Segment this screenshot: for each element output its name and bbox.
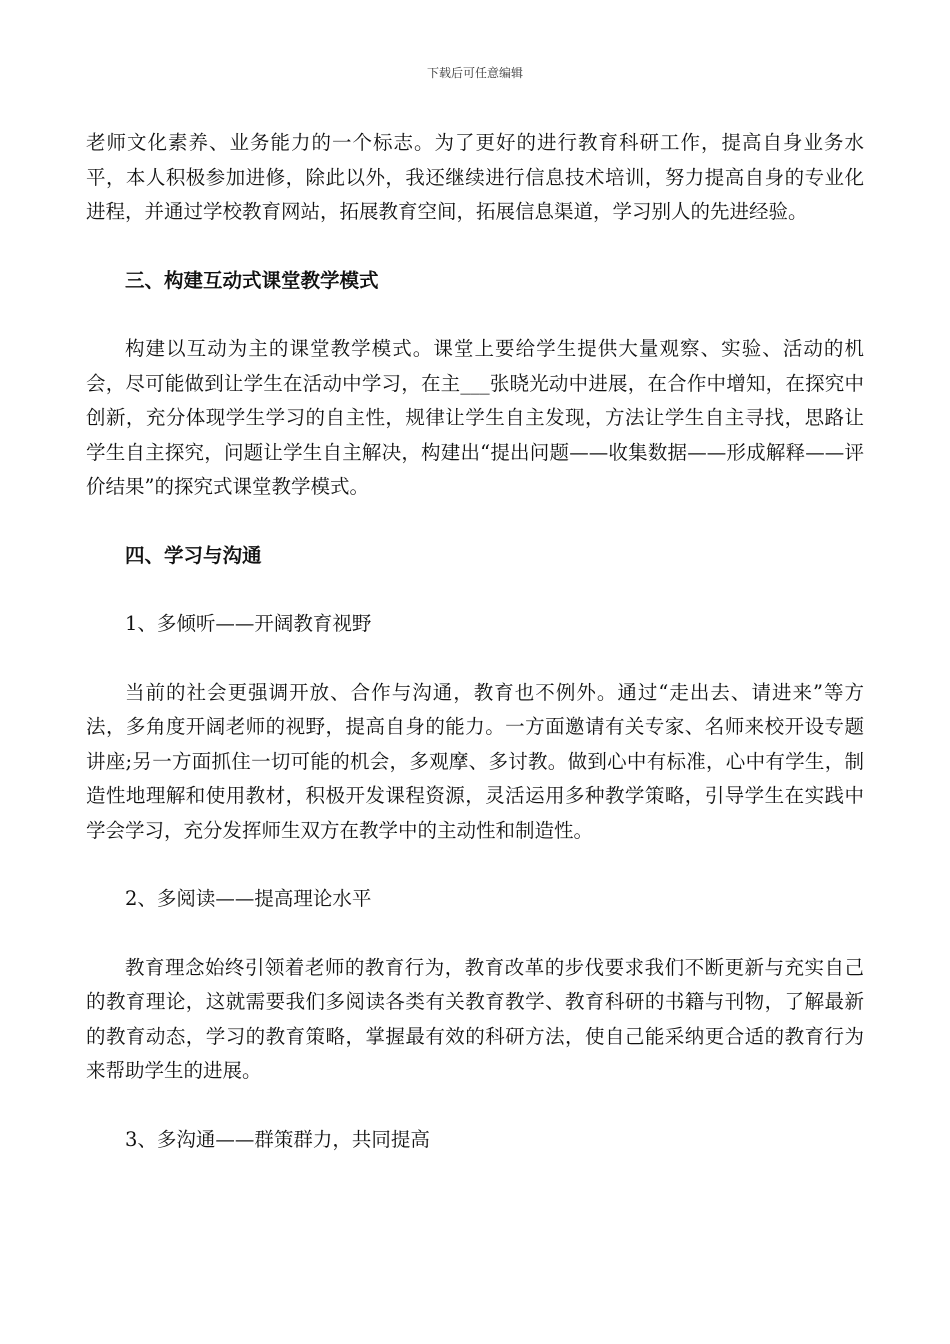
document-body [86, 126, 864, 1191]
page-header: 下载后可任意编辑 [426, 66, 523, 80]
paragraph: 当前的社会更强调开放、合作与沟通，教育也不例外。通过“走出去、请进来”等方法，多角度开阔老师的视野，提高自身的能力。一方面邀请有关专家、名师来校开设专题讲座;另一方面抓住一切可能的机会，多观摩、多讨教。做到心中有标准，心中有学生，制造性地理解和使用教材，积极开发课程资源，灵活运用多种教学策略，引导学生在实践中学会学习，充分发挥师生双方在教学中的主动性和制造性。 [86, 680, 864, 842]
subheading-3: 3、多沟通——群策群力，共同提高 [125, 1127, 430, 1151]
section-heading-3: 三、构建互动式课堂教学模式 [125, 268, 379, 292]
paragraph: 构建以互动为主的课堂教学模式。课堂上要给学生提供大量观察、实验、活动的机会，尽可能做到让学生在活动中学习，在主___张晓光动中进展，在合作中增知，在探究中创新，充分体现学生学习的自主性，规律让学生自主发现，方法让学生自主寻找，思路让学生自主探究，问题让学生自主解决，构建出“提出问题——收集数据——形成解释——评价结果”的探究式课堂教学模式。 [86, 337, 864, 498]
paragraph: 教育理念始终引领着老师的教育行为，教育改革的步伐要求我们不断更新与充实自己的教育理论，这就需要我们多阅读各类有关教育教学、教育科研的书籍与刊物，了解最新的教育动态，学习的教育策略，掌握最有效的科研方法，使自己能采纳更合适的教育行为来帮助学生的进展。 [86, 955, 864, 1082]
subheading-2: 2、多阅读——提高理论水平 [125, 887, 372, 910]
section-heading-4: 四、学习与沟通 [125, 543, 262, 567]
subheading-1: 1、多倾听——开阔教育视野 [125, 612, 372, 635]
paragraph-continued: 老师文化素养、业务能力的一个标志。为了更好的进行教育科研工作，提高自身业务水平，本人积极参加进修，除此以外，我还继续进行信息技术培训，努力提高自身的专业化进程，并通过学校教育网站，拓展教育空间，拓展信息渠道，学习别人的先进经验。 [86, 131, 864, 223]
